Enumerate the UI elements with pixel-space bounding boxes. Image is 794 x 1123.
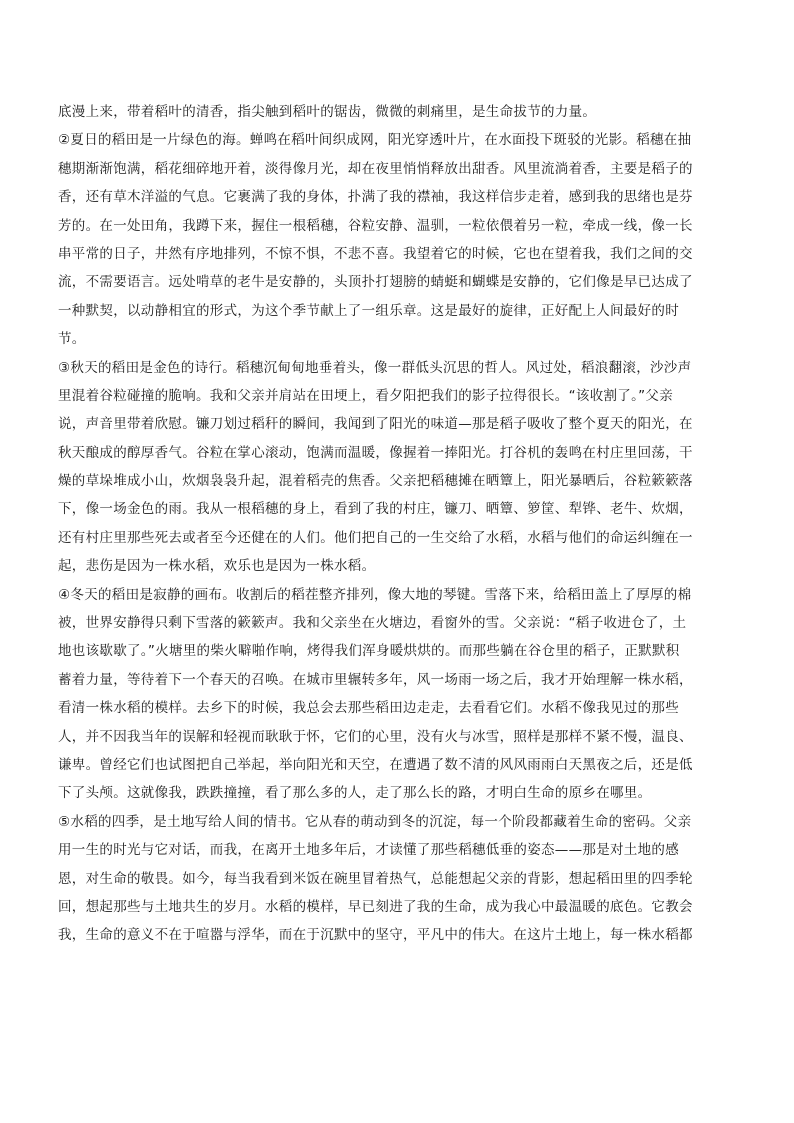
- text-line: 穗期渐渐饱满，稻花细碎地开着，淡得像月光，却在夜里悄悄释放出甜香。风里流淌着香，主要是稻子的: [58, 160, 693, 177]
- text-line: ④冬天的稻田是寂静的画布。收割后的稻茬整齐排列，像大地的琴键。雪落下来，给稻田盖上了厚厚的棉: [58, 586, 692, 603]
- text-line: 流，不需要语言。远处啃草的老牛是安静的，头顶扑打翅膀的蜻蜓和蝴蝶是安静的，它们像是早已达成了: [58, 274, 693, 291]
- text-line: 地也该歇歇了。”火塘里的柴火噼啪作响，烤得我们浑身暖烘烘的。而那些躺在谷仓里的稻子，正默默积: [58, 643, 680, 660]
- text-line: ③秋天的稻田是金色的诗行。稻穗沉甸甸地垂着头，像一群低头沉思的哲人。风过处，稻浪翻滚，沙沙声: [58, 359, 692, 376]
- text-line: 里混着谷粒碰撞的脆响。我和父亲并肩站在田埂上，看夕阳把我们的影子拉得很长。“该收割了。”父亲: [58, 387, 674, 404]
- text-line: 燥的草垛堆成小山，炊烟袅袅升起，混着稻壳的焦香。父亲把稻穗摊在晒簟上，阳光暴晒后，谷粒簌簌落: [58, 473, 693, 490]
- text-line: 秋天酿成的醇厚香气。谷粒在掌心滚动，饱满而温暖，像握着一捧阳光。打谷机的轰鸣在村庄里回荡，干: [58, 444, 693, 461]
- text-line: 香，还有草木洋溢的气息。它裹满了我的身体，扑满了我的襟袖，我这样信步走着，感到我的思绪也是芬: [58, 189, 693, 206]
- text-line: 底漫上来，带着稻叶的清香，指尖触到稻叶的锯齿，微微的刺痛里，是生命拔节的力量。: [58, 104, 597, 120]
- text-line: 恩，对生命的敬畏。如今，每当我看到米饭在碗里冒着热气，总能想起父亲的背影，想起稻田里的四季轮: [58, 870, 693, 887]
- text-line: ②夏日的稻田是一片绿色的海。蝉鸣在稻叶间织成网，阳光穿透叶片，在水面投下斑驳的光影。稻穗在抽: [58, 132, 692, 149]
- text-line: 被，世界安静得只剩下雪落的簌簌声。我和父亲坐在火塘边，看窗外的雪。父亲说：“稻子收进仓了，土: [58, 615, 687, 632]
- text-line: 下了头颅。这就像我，跌跌撞撞，看了那么多的人，走了那么长的路，才明白生命的原乡在哪里。: [58, 785, 652, 802]
- text-line: 还有村庄里那些死去或者至今还健在的人们。他们把自己的一生交给了水稻，水稻与他们的命运纠缠在一: [58, 529, 693, 546]
- text-line: 节。: [58, 331, 86, 348]
- text-line: 起，悲伤是因为一株水稻，欢乐也是因为一株水稻。: [58, 558, 376, 575]
- text-line: 串平常的日子，井然有序地排列，不惊不惧，不悲不喜。我望着它的时候，它也在望着我，我们之间的交: [58, 245, 693, 262]
- text-line: ⑤水稻的四季，是土地写给人间的情书。它从春的萌动到冬的沉淀，每一个阶段都藏着生命的密码。父亲: [58, 813, 692, 830]
- text-line: 芳的。在一处田角，我蹲下来，握住一根稻穗，谷粒安静、温驯，一粒依偎着另一粒，牵成一线，像一长: [58, 217, 693, 234]
- text-line: 回，想起那些与土地共生的岁月。水稻的模样，早已刻进了我的生命，成为我心中最温暖的底色。它教会: [58, 898, 693, 915]
- text-line: 用一生的时光与它对话，而我，在离开土地多年后，才读懂了那些稻穗低垂的姿态——那是对土地的感: [58, 842, 679, 859]
- text-line: 人，并不因我当年的误解和轻视而耿耿于怀，它们的心里，没有火与冰雪，照样是那样不紧不慢，温良、: [58, 728, 693, 745]
- text-line: 说，声音里带着欣慰。镰刀划过稻秆的瞬间，我闻到了阳光的味道—那是稻子吸收了整个夏天的阳光，在: [58, 416, 693, 433]
- document-body: [58, 98, 718, 950]
- text-line: 我，生命的意义不在于喧嚣与浮华，而在于沉默中的坚守，平凡中的伟大。在这片土地上，每一株水稻都: [58, 927, 693, 944]
- text-line: 蓄着力量，等待着下一个春天的召唤。在城市里辗转多年，风一场雨一场之后，我才开始理解一株水稻，: [58, 671, 693, 688]
- text-line: 谦卑。曾经它们也试图把自己举起，举向阳光和天空，在遭遇了数不清的风风雨雨白天黑夜之后，还是低: [58, 756, 693, 773]
- text-line: 看清一株水稻的模样。去乡下的时候，我总会去那些稻田边走走，去看看它们。水稻不像我见过的那些: [58, 700, 679, 717]
- text-line: 一种默契，以动静相宜的形式，为这个季节献上了一组乐章。这是最好的旋律，正好配上人间最好的时: [58, 302, 679, 319]
- text-line: 下，像一场金色的雨。我从一根稻穗的身上，看到了我的村庄，镰刀、晒簟、箩筐、犁铧、老牛、炊烟，: [58, 501, 693, 518]
